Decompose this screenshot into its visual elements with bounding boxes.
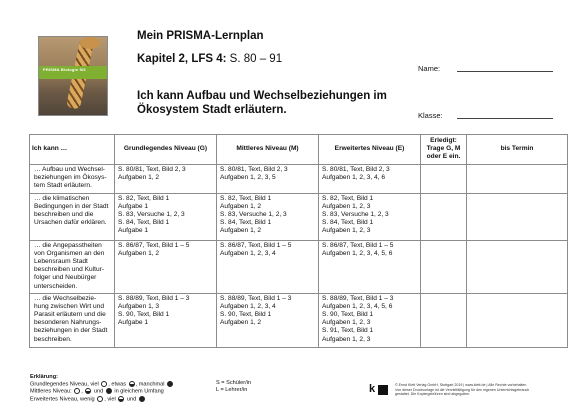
medium-level-cell: [217, 164, 319, 193]
chapter-label: Kapitel 2, LFS 4:: [137, 53, 227, 65]
skill-cell: [30, 240, 115, 293]
skill-text: tem Stadt erläutern.: [34, 182, 92, 190]
skill-text: Parasit erläutern und die: [34, 311, 106, 319]
filled-circle-icon: [167, 381, 173, 387]
task-text: Aufgaben 1, 2: [220, 319, 262, 327]
done-cell[interactable]: [421, 293, 467, 347]
skill-text: beschreiben.: [34, 335, 72, 343]
medium-level-cell: [217, 240, 319, 293]
skill-text: hung zwischen Wirt und: [34, 302, 105, 310]
header-deadline: bis Termin: [467, 135, 568, 165]
skill-text: … die Angepasstheiten: [34, 241, 102, 249]
task-text: Aufgaben 1, 3: [118, 302, 160, 310]
table-header-row: [30, 135, 568, 165]
book-cover-image: [38, 36, 108, 116]
legend-basic-manch: , manchmal: [135, 381, 165, 388]
task-text: S. 83, Versuche 1, 2, 3: [118, 211, 185, 219]
legend-medium: Mittleres Niveau: , und in gleichem Umfang: [30, 388, 164, 395]
header-done: [421, 135, 467, 165]
task-text: S. 90, Text, Bild 1: [220, 311, 272, 319]
task-text: S. 83, Versuche 1, 2, 3: [220, 211, 287, 219]
skill-text: … die klimatischen: [34, 194, 90, 202]
extended-level-cell: [319, 293, 421, 347]
klett-logo-icon: [369, 383, 387, 397]
task-text: Aufgaben 1, 2, 3, 4, 6: [322, 173, 386, 181]
skill-text: folger und Neubürger: [34, 274, 97, 282]
done-cell[interactable]: [421, 164, 467, 193]
half-circle-icon: [85, 388, 91, 394]
cover-series-label: PRISMA Biologie 5/6: [43, 67, 86, 72]
table-row: [30, 293, 568, 347]
skill-cell: [30, 293, 115, 347]
task-text: S. 91, Text, Bild 1: [322, 327, 374, 335]
chapter-line: [137, 53, 282, 65]
klasse-field[interactable]: [457, 118, 553, 119]
header-medium-level: Mittleres Niveau (M): [217, 135, 319, 165]
task-text: S. 84, Text, Bild 1: [118, 219, 170, 227]
task-text: S. 90, Text, Bild 1: [322, 311, 374, 319]
task-text: Aufgabe 1: [118, 319, 149, 327]
extended-level-cell: [319, 193, 421, 240]
half-circle-icon: [118, 396, 124, 402]
learning-plan-table: [29, 134, 568, 348]
copyright-line: Von dieser Druckvorlage ist die Vervielfältigung für den eigenen Unterrichtsgebrauch: [395, 387, 530, 392]
task-text: Aufgaben 1, 2, 3: [322, 227, 371, 235]
skill-text: … Aufbau und Wechsel-: [34, 165, 105, 173]
header-skill: Ich kann …: [30, 135, 115, 165]
empty-circle-icon: [97, 396, 103, 402]
task-text: S. 84, Text, Bild 1: [322, 219, 374, 227]
legend-title: Erklärung:: [30, 374, 58, 380]
task-text: S. 80/81, Text, Bild 2, 3: [118, 165, 186, 173]
half-circle-icon: [129, 381, 135, 387]
done-cell[interactable]: [421, 193, 467, 240]
skill-text: … die Wechselbezie-: [34, 294, 97, 302]
table-row: [30, 240, 568, 293]
skill-text: beziehungen im Ökosys-: [34, 173, 107, 181]
abbr-student: S = Schüler/in: [216, 380, 251, 386]
legend-medium-text: Mittleres Niveau:: [30, 388, 72, 395]
logo-block: [378, 385, 388, 395]
task-text: Aufgaben 1, 2: [118, 249, 160, 257]
task-text: S. 80/81, Text, Bild 2, 3: [322, 165, 390, 173]
basic-level-cell: [115, 293, 217, 347]
skill-text: Ursachen dafür erklären.: [34, 219, 107, 227]
task-text: S. 82, Text, Bild 1: [220, 194, 272, 202]
task-text: Aufgaben 1, 2, 3, 4, 5, 6: [322, 249, 393, 257]
legend-extended: [30, 396, 174, 403]
skill-text: von Organismen an den: [34, 249, 105, 257]
legend-basic: [30, 381, 174, 388]
skill-cell: [30, 193, 115, 240]
task-text: S. 82, Text, Bild 1: [118, 194, 170, 202]
giraffe-head: [80, 37, 100, 49]
legend-medium-rest: in gleichem Umfang: [114, 388, 164, 395]
basic-level-cell: [115, 193, 217, 240]
task-text: Aufgaben 1, 2, 3, 4, 5, 6: [322, 302, 393, 310]
table-row: [30, 164, 568, 193]
skill-text: besonderen Nahrungs-: [34, 319, 102, 327]
deadline-cell[interactable]: [467, 193, 568, 240]
legend-medium-und: und: [93, 388, 104, 395]
name-label: Name:: [418, 64, 441, 73]
task-text: S. 90, Text, Bild 1: [118, 311, 170, 319]
task-text: S. 88/89, Text, Bild 1 – 3: [322, 294, 394, 302]
task-text: S. 83, Versuche 1, 2, 3: [322, 211, 389, 219]
copyright-line: gestattet. Die Kopiergebühren sind abgegolten.: [395, 392, 471, 397]
extended-level-cell: [319, 164, 421, 193]
header-done-line-1: Erledigt:: [430, 137, 457, 144]
logo-letter: k: [369, 383, 376, 395]
task-text: Aufgaben 1, 2, 3: [322, 202, 371, 210]
task-text: Aufgaben 1, 2, 3, 4: [220, 249, 276, 257]
task-text: Aufgaben 1, 2, 3: [322, 335, 371, 343]
task-text: S. 82, Text, Bild 1: [322, 194, 374, 202]
copyright-notice: [395, 383, 565, 397]
done-cell[interactable]: [421, 240, 467, 293]
legend-basic-etwas: , etwas: [108, 381, 127, 388]
skill-text: unterscheiden.: [34, 282, 78, 290]
header-done-line-2: Trage G, M: [426, 145, 461, 153]
task-text: Aufgaben 1, 2, 3: [322, 319, 371, 327]
task-text: S. 88/89, Text, Bild 1 – 3: [118, 294, 190, 302]
skill-text: Bedingungen in der Stadt: [34, 202, 109, 210]
task-text: Aufgabe 1: [118, 202, 149, 210]
header-basic-level: Grundlegendes Niveau (G): [115, 135, 217, 165]
skill-text: beschreiben und Kultur-: [34, 266, 105, 274]
name-field[interactable]: [457, 71, 553, 72]
skill-text: beziehungen in der Stadt: [34, 327, 108, 335]
legend-basic-text: Grundlegendes Niveau, viel: [30, 381, 99, 388]
learning-goal-line-2: Ökosystem Stadt erläutern.: [137, 104, 287, 116]
task-text: Aufgaben 1, 2, 3, 4: [220, 302, 276, 310]
extended-level-cell: [319, 240, 421, 293]
legend: [30, 374, 174, 403]
basic-level-cell: [115, 164, 217, 193]
deadline-cell[interactable]: [467, 240, 568, 293]
skill-cell: [30, 164, 115, 193]
medium-level-cell: [217, 193, 319, 240]
klasse-label: Klasse:: [418, 111, 443, 120]
medium-level-cell: [217, 293, 319, 347]
task-text: S. 86/87, Text, Bild 1 – 5: [322, 241, 394, 249]
page-title: Mein PRISMA-Lernplan: [137, 30, 264, 42]
task-text: S. 80/81, Text, Bild 2, 3: [220, 165, 288, 173]
header-done-line-3: oder E ein.: [426, 153, 461, 161]
deadline-cell[interactable]: [467, 164, 568, 193]
legend-extended-viel: , viel: [104, 396, 116, 403]
abbr-teacher: L = Lehrer/in: [216, 387, 248, 393]
task-text: Aufgabe 1: [118, 227, 149, 235]
empty-circle-icon: [101, 381, 107, 387]
legend-extended-text: Erweitertes Niveau, wenig: [30, 396, 95, 403]
skill-text: beschreiben und die: [34, 211, 94, 219]
basic-level-cell: [115, 240, 217, 293]
chapter-pages: S. 80 – 91: [229, 53, 283, 65]
task-text: S. 86/87, Text, Bild 1 – 5: [118, 241, 190, 249]
task-text: S. 86/87, Text, Bild 1 – 5: [220, 241, 292, 249]
deadline-cell[interactable]: [467, 293, 568, 347]
learning-goal: [137, 89, 407, 117]
empty-circle-icon: [74, 388, 80, 394]
task-text: Aufgaben 1, 2: [118, 173, 160, 181]
abbreviations: [216, 380, 251, 394]
legend-extended-und: und: [126, 396, 137, 403]
task-text: S. 84, Text, Bild 1: [220, 219, 272, 227]
filled-circle-icon: [139, 396, 145, 402]
copyright-line: © Ernst Klett Verlag GmbH, Stuttgart 2019 | www.klett.de | Alle Rechte vorbehalten: [395, 383, 527, 387]
task-text: S. 88/89, Text, Bild 1 – 3: [220, 294, 292, 302]
task-text: Aufgaben 1, 2: [220, 227, 262, 235]
filled-circle-icon: [106, 388, 112, 394]
task-text: Aufgaben 1, 2, 3, 5: [220, 173, 276, 181]
task-text: Aufgaben 1, 2: [220, 202, 262, 210]
header-extended-level: Erweitertes Niveau (E): [319, 135, 421, 165]
skill-text: Lebensraum Stadt: [34, 258, 88, 266]
table-row: [30, 193, 568, 240]
learning-goal-line-1: Ich kann Aufbau und Wechselbeziehungen im: [137, 90, 387, 102]
